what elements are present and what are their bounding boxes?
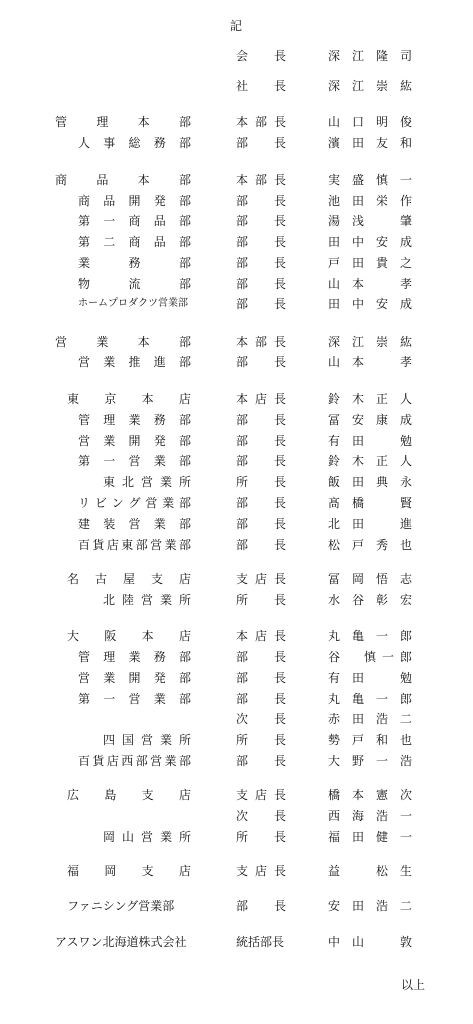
row-dept: 北 陸 営 業 所 (103, 593, 191, 607)
row-dept: ファニシング営業部 (67, 899, 175, 913)
row-dept: 四 国 営 業 所 (103, 733, 191, 747)
row-dept: 業 務 部 (78, 256, 191, 270)
row-title: 支店長 (236, 788, 286, 802)
row-dept: 岡 山 営 業 所 (103, 830, 191, 844)
row-dept: 百貨店西部営業部 (78, 754, 191, 768)
row-name: 丸 亀 一 郎 (328, 629, 412, 643)
row-name: 冨 安 康 成 (328, 413, 412, 427)
row-dept: 管 理 業 務 部 (78, 650, 191, 664)
row-name: 益 松 生 (328, 864, 412, 878)
row-dept: 名 古 屋 支 店 (67, 572, 191, 586)
row-dept: ホームプロダクツ営業部 (78, 298, 188, 309)
row-dept: 管 理 業 務 部 (78, 413, 191, 427)
row-name: 橋 本 憲 次 (328, 788, 412, 802)
row-title: 会 長 (236, 49, 286, 63)
row-dept: 営 業 本 部 (55, 335, 191, 349)
row-dept: 大 阪 本 店 (67, 629, 191, 643)
row-name: 戸 田 貴 之 (328, 256, 412, 270)
row-dept: 営 業 推 進 部 (78, 355, 191, 369)
row-title: 部 長 (236, 671, 286, 685)
row-name: 鈴 木 正 人 (328, 392, 412, 406)
row-name: 大 野 一 浩 (328, 754, 412, 768)
row-title: 部 長 (236, 454, 286, 468)
row-name: 飯 田 典 永 (328, 475, 412, 489)
row-name: 鈴 木 正 人 (328, 454, 412, 468)
row-title: 所 長 (236, 830, 286, 844)
row-title: 本店長 (236, 629, 286, 643)
row-name: 丸 亀 一 郎 (328, 692, 412, 706)
row-title: 所 長 (236, 593, 286, 607)
row-name: 中 山 敦 (328, 935, 412, 949)
row-name: 勢 戸 和 也 (328, 733, 412, 747)
row-dept: アスワン北海道株式会社 (55, 935, 187, 949)
row-name: 冨 岡 悟 志 (328, 572, 412, 586)
row-name: 谷 慎 一 郎 (328, 650, 412, 664)
row-title: 部 長 (236, 434, 286, 448)
row-dept: 広 島 支 店 (67, 788, 191, 802)
row-title: 部 長 (236, 538, 286, 552)
row-dept: 東 京 本 店 (67, 392, 191, 406)
row-name: 西 海 浩 一 (328, 809, 412, 823)
row-name: 松 戸 秀 也 (328, 538, 412, 552)
row-title: 部 長 (236, 496, 286, 510)
row-title: 部 長 (236, 899, 286, 913)
row-title: 部 長 (236, 650, 286, 664)
row-name: 水 谷 彰 宏 (328, 593, 412, 607)
row-dept: 人 事 総 務 部 (78, 136, 191, 150)
row-dept: 物 流 部 (78, 277, 191, 291)
row-dept: 百貨店東部営業部 (78, 538, 191, 552)
row-title: 所 長 (236, 733, 286, 747)
row-name: 山 本 孝 (328, 277, 412, 291)
row-title: 支店長 (236, 864, 286, 878)
row-dept: リ ビ ン グ 営 業 部 (78, 496, 191, 510)
row-title: 部 長 (236, 355, 286, 369)
row-title: 支店長 (236, 572, 286, 586)
row-title: 所 長 (236, 475, 286, 489)
row-dept: 福 岡 支 店 (67, 864, 191, 878)
row-title: 本店長 (236, 392, 286, 406)
row-dept: 営 業 開 発 部 (78, 671, 191, 685)
row-title: 部 長 (236, 277, 286, 291)
row-title: 本部長 (236, 115, 286, 129)
row-title: 次 長 (236, 809, 286, 823)
row-dept: 第 一 商 品 部 (78, 214, 191, 228)
row-name: 福 田 健 一 (328, 830, 412, 844)
row-dept: 第 一 営 業 部 (78, 692, 191, 706)
row-name: 髙 橋 賢 (328, 496, 412, 510)
document-footer: 以上 (401, 978, 426, 992)
row-title: 部 長 (236, 256, 286, 270)
row-title: 部 長 (236, 214, 286, 228)
row-name: 実 盛 慎 一 (328, 173, 412, 187)
row-name: 山 口 明 俊 (328, 115, 412, 129)
row-title: 部 長 (236, 517, 286, 531)
row-dept: 第 二 商 品 部 (78, 235, 191, 249)
document-header: 記 (229, 19, 242, 33)
row-name: 深 江 隆 司 (328, 49, 412, 63)
row-name: 田 中 安 成 (328, 297, 412, 311)
row-title: 部 長 (236, 194, 286, 208)
row-name: 有 田 勉 (328, 434, 412, 448)
row-name: 安 田 浩 二 (328, 899, 412, 913)
row-name: 濱 田 友 和 (328, 136, 412, 150)
row-dept: 第 一 営 業 部 (78, 454, 191, 468)
row-dept: 商 品 本 部 (55, 173, 191, 187)
row-dept: 営 業 開 発 部 (78, 434, 191, 448)
row-name: 赤 田 浩 二 (328, 712, 412, 726)
row-title: 社 長 (236, 79, 286, 93)
row-title: 部 長 (236, 692, 286, 706)
row-title: 部 長 (236, 136, 286, 150)
row-dept: 商 品 開 発 部 (78, 194, 191, 208)
row-title: 部 長 (236, 754, 286, 768)
row-name: 深 江 崇 紘 (328, 335, 412, 349)
row-dept: 建 装 営 業 部 (78, 517, 191, 531)
row-name: 北 田 進 (328, 517, 412, 531)
row-title: 次 長 (236, 712, 286, 726)
row-title: 部 長 (236, 235, 286, 249)
row-title: 統括部長 (236, 935, 285, 949)
row-name: 田 中 安 成 (328, 235, 412, 249)
row-dept: 管 理 本 部 (55, 115, 191, 129)
row-title: 本部長 (236, 335, 286, 349)
row-name: 池 田 栄 作 (328, 194, 412, 208)
row-title: 本部長 (236, 173, 286, 187)
row-title: 部 長 (236, 413, 286, 427)
row-name: 深 江 崇 紘 (328, 79, 412, 93)
row-title: 部 長 (236, 297, 286, 311)
row-name: 山 本 孝 (328, 355, 412, 369)
row-dept: 東 北 営 業 所 (103, 475, 191, 489)
row-name: 有 田 勉 (328, 671, 412, 685)
row-name: 湯 浅 肇 (328, 214, 412, 228)
